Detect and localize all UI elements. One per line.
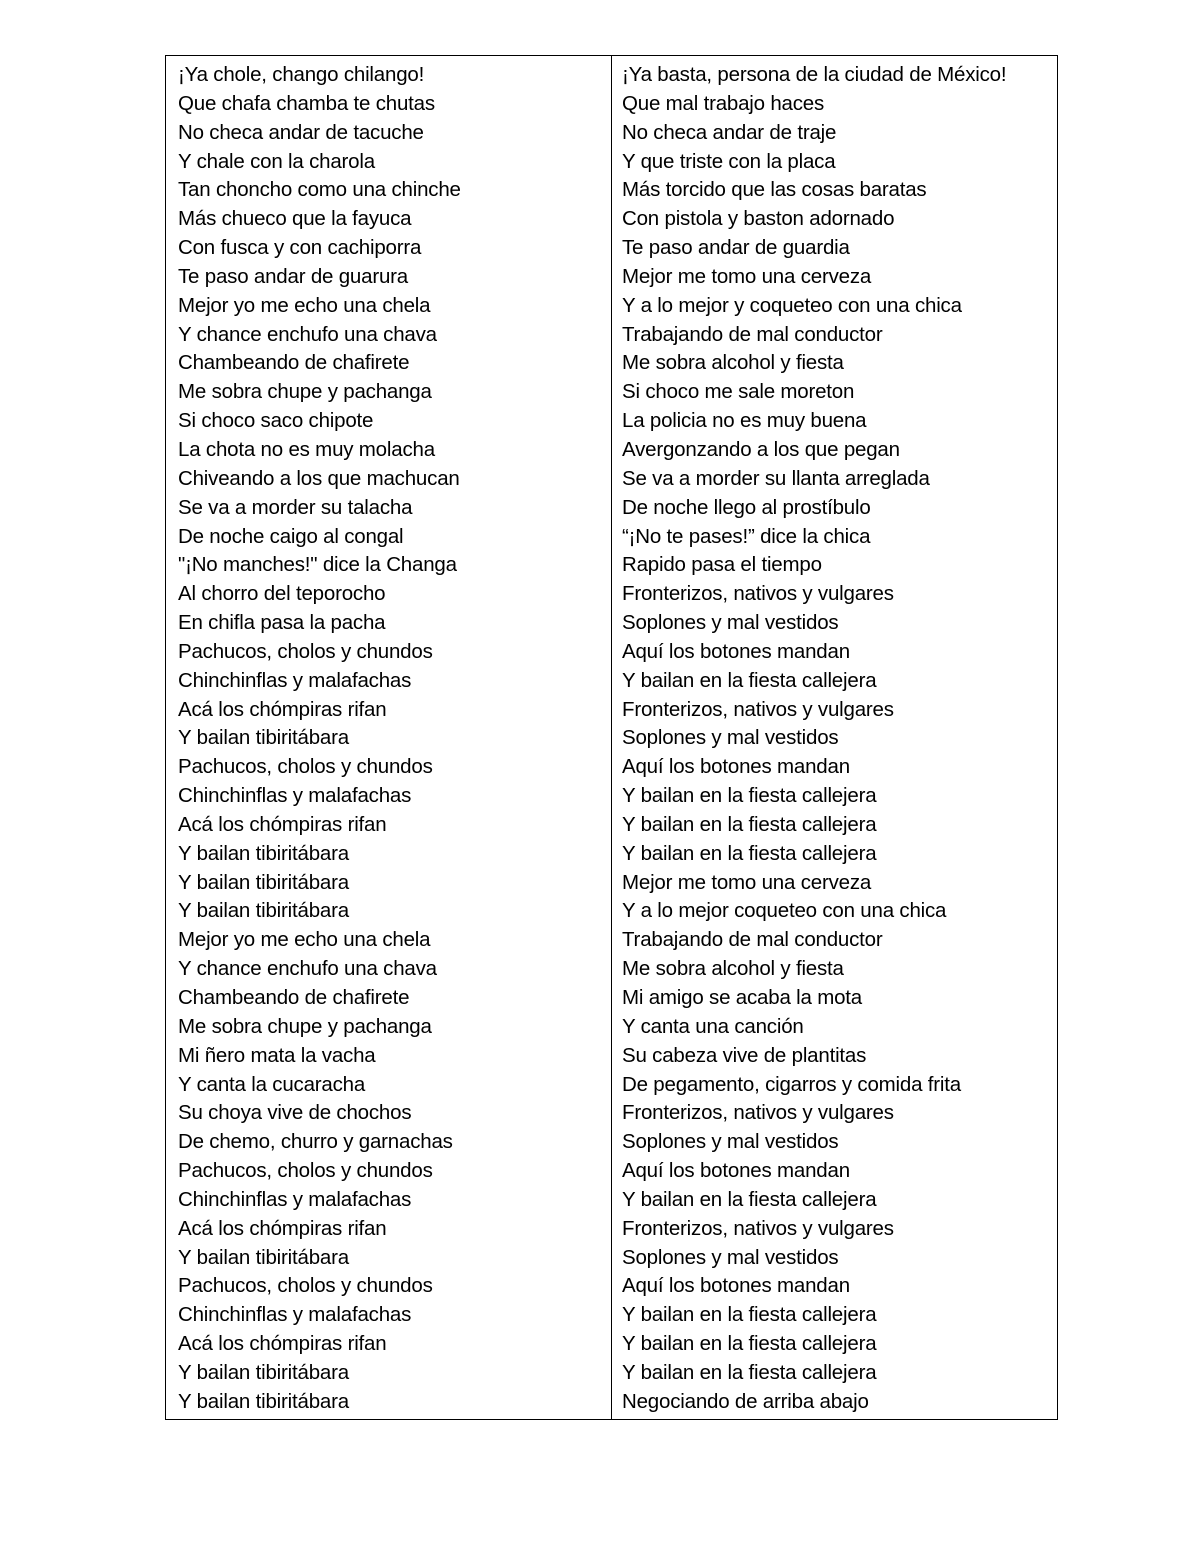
- slang-lyric-line: Pachucos, cholos y chundos: [178, 755, 433, 779]
- translation-lyric-line: Soplones y mal vestidos: [622, 1130, 839, 1154]
- translation-lyric-line: No checa andar de traje: [622, 120, 837, 144]
- translation-lyric-line: Mejor me tomo una cerveza: [622, 870, 872, 894]
- translation-lyric-line: Soplones y mal vestidos: [622, 611, 839, 635]
- slang-lyric-line: Y bailan tibiritábara: [178, 1389, 349, 1413]
- slang-lyric-line: Su choya vive de chochos: [178, 1101, 412, 1125]
- slang-lyric-line: Chinchinflas y malafachas: [178, 784, 412, 808]
- translation-lyric-line: Soplones y mal vestidos: [622, 726, 839, 750]
- translation-lyric-line: Avergonzando a los que pegan: [622, 437, 900, 461]
- translation-lyric-line: Trabajando de mal conductor: [622, 322, 883, 346]
- translation-lyric-line: Soplones y mal vestidos: [622, 1245, 839, 1269]
- translation-lyric-line: Rapido pasa el tiempo: [622, 553, 822, 577]
- translation-lyric-line: “¡No te pases!” dice la chica: [622, 524, 871, 548]
- slang-lyric-line: Tan choncho como una chinche: [178, 178, 461, 202]
- translation-lyric-line: Mejor me tomo una cerveza: [622, 264, 872, 288]
- translation-lyric-line: Te paso andar de guardia: [622, 236, 850, 260]
- translation-lyric-line: Trabajando de mal conductor: [622, 928, 883, 952]
- translation-lyric-line: Fronterizos, nativos y vulgares: [622, 1101, 894, 1125]
- translation-lyric-line: Y bailan en la fiesta callejera: [622, 1332, 877, 1356]
- translation-lyric-line: Aquí los botones mandan: [622, 1159, 850, 1183]
- translation-lyric-line: Mi amigo se acaba la mota: [622, 986, 862, 1009]
- translation-lyric-line: Y a lo mejor y coqueteo con una chica: [622, 293, 962, 317]
- slang-lyric-line: Al chorro del teporocho: [178, 582, 386, 606]
- slang-lyric-line: Acá los chómpiras rifan: [178, 1216, 387, 1240]
- translation-lyric-line: Fronterizos, nativos y vulgares: [622, 582, 894, 606]
- translation-lyric-line: Aquí los botones mandan: [622, 1274, 850, 1298]
- translation-lyric-line: Con pistola y baston adornado: [622, 207, 895, 231]
- slang-lyric-line: De chemo, churro y garnachas: [178, 1130, 453, 1154]
- slang-lyric-line: Mi ñero mata la vacha: [178, 1043, 376, 1067]
- slang-lyric-line: Pachucos, cholos y chundos: [178, 1159, 433, 1183]
- translation-lyric-line: Aquí los botones mandan: [622, 639, 850, 663]
- translation-lyric-line: Fronterizos, nativos y vulgares: [622, 1216, 894, 1240]
- slang-lyric-line: Que chafa chamba te chutas: [178, 91, 435, 115]
- slang-lyric-line: "¡No manches!" dice la Changa: [178, 553, 457, 577]
- translation-lyric-line: Más torcido que las cosas baratas: [622, 178, 927, 202]
- translation-lyric-line: ¡Ya basta, persona de la ciudad de México!: [622, 63, 1007, 86]
- slang-lyric-line: Y bailan tibiritábara: [178, 841, 349, 865]
- slang-lyric-line: ¡Ya chole, chango chilango!: [178, 63, 425, 86]
- slang-lyric-line: Y chale con la charola: [178, 149, 375, 173]
- slang-lyric-line: Y bailan tibiritábara: [178, 726, 349, 750]
- translation-lyric-line: Y bailan en la fiesta callejera: [622, 1360, 877, 1384]
- translation-lyric-line: Me sobra alcohol y fiesta: [622, 351, 844, 375]
- slang-lyric-line: Me sobra chupe y pachanga: [178, 1014, 432, 1038]
- lyrics-table: [165, 55, 1058, 1420]
- slang-lyric-line: Acá los chómpiras rifan: [178, 1332, 387, 1356]
- slang-lyric-line: Chambeando de chafirete: [178, 986, 410, 1009]
- translation-lyric-line: Y canta una canción: [622, 1014, 804, 1038]
- translation-lyric-line: Si choco me sale moreton: [622, 380, 855, 404]
- slang-lyrics-cell: [166, 56, 612, 1420]
- slang-lyric-line: Te paso andar de guarura: [178, 264, 408, 288]
- translation-lyric-line: Y bailan en la fiesta callejera: [622, 668, 877, 692]
- slang-lyric-line: Acá los chómpiras rifan: [178, 697, 387, 721]
- translation-lyric-line: Y bailan en la fiesta callejera: [622, 841, 877, 865]
- slang-lyric-line: Mejor yo me echo una chela: [178, 928, 431, 952]
- translation-lyrics-cell: [612, 56, 1058, 1420]
- slang-lyric-line: Y chance enchufo una chava: [178, 322, 437, 346]
- slang-lyric-line: Chinchinflas y malafachas: [178, 668, 412, 692]
- translation-lyric-line: Y a lo mejor coqueteo con una chica: [622, 899, 947, 923]
- slang-lyric-line: Mejor yo me echo una chela: [178, 293, 431, 317]
- slang-lyric-line: Y canta la cucaracha: [178, 1072, 366, 1096]
- slang-lyric-line: Y chance enchufo una chava: [178, 957, 437, 981]
- translation-lyric-line: Negociando de arriba abajo: [622, 1389, 869, 1413]
- slang-lyric-line: Me sobra chupe y pachanga: [178, 380, 432, 404]
- slang-lyric-line: Se va a morder su talacha: [178, 495, 413, 519]
- slang-lyric-line: Más chueco que la fayuca: [178, 207, 412, 231]
- slang-lyric-line: La chota no es muy molacha: [178, 437, 435, 461]
- translation-lyric-line: Me sobra alcohol y fiesta: [622, 957, 844, 981]
- translation-lyric-line: Y bailan en la fiesta callejera: [622, 1303, 877, 1327]
- translation-lyric-line: Su cabeza vive de plantitas: [622, 1043, 867, 1067]
- slang-lyric-line: En chifla pasa la pacha: [178, 611, 386, 635]
- slang-lyric-line: Y bailan tibiritábara: [178, 1245, 349, 1269]
- translation-lyric-line: Se va a morder su llanta arreglada: [622, 466, 930, 490]
- slang-lyric-line: Y bailan tibiritábara: [178, 899, 349, 923]
- translation-lyric-line: De pegamento, cigarros y comida frita: [622, 1072, 961, 1096]
- translation-lyric-line: Y que triste con la placa: [622, 149, 836, 173]
- slang-lyric-line: Chambeando de chafirete: [178, 351, 410, 375]
- translation-lyric-line: La policia no es muy buena: [622, 409, 867, 433]
- slang-lyric-line: Pachucos, cholos y chundos: [178, 1274, 433, 1298]
- translation-lyric-line: Que mal trabajo haces: [622, 91, 825, 115]
- slang-lyric-line: Si choco saco chipote: [178, 409, 374, 433]
- slang-lyric-line: Y bailan tibiritábara: [178, 870, 349, 894]
- slang-lyric-line: De noche caigo al congal: [178, 524, 404, 548]
- table-row: [166, 56, 1058, 1420]
- slang-lyric-line: Pachucos, cholos y chundos: [178, 639, 433, 663]
- translation-lyric-line: Fronterizos, nativos y vulgares: [622, 697, 894, 721]
- slang-lyric-line: Con fusca y con cachiporra: [178, 236, 422, 260]
- slang-lyric-line: Chinchinflas y malafachas: [178, 1303, 412, 1327]
- translation-lyric-line: Y bailan en la fiesta callejera: [622, 784, 877, 808]
- slang-lyric-line: Acá los chómpiras rifan: [178, 812, 387, 836]
- slang-lyric-line: Chinchinflas y malafachas: [178, 1187, 412, 1211]
- translation-lyric-line: Y bailan en la fiesta callejera: [622, 812, 877, 836]
- slang-lyric-line: Chiveando a los que machucan: [178, 466, 460, 490]
- translation-lyric-line: Aquí los botones mandan: [622, 755, 850, 779]
- translation-lyric-line: Y bailan en la fiesta callejera: [622, 1187, 877, 1211]
- slang-lyric-line: Y bailan tibiritábara: [178, 1360, 349, 1384]
- translation-lyric-line: De noche llego al prostíbulo: [622, 495, 871, 519]
- slang-lyric-line: No checa andar de tacuche: [178, 120, 424, 144]
